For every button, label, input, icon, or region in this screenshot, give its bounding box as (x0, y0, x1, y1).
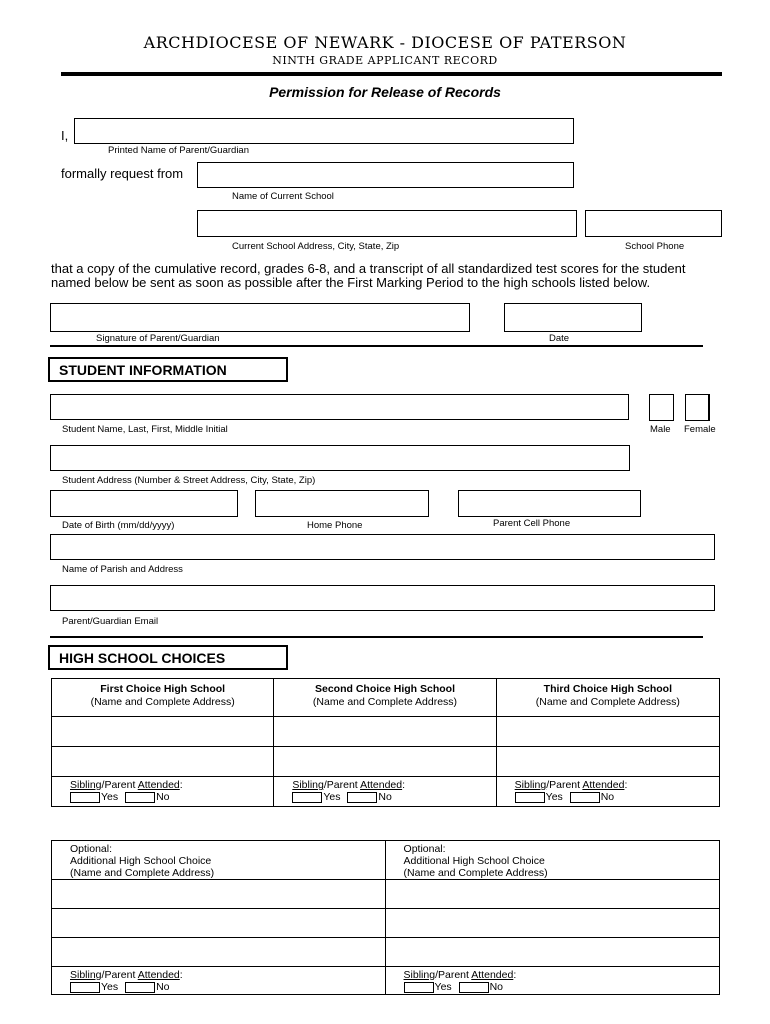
school-phone-field[interactable] (585, 210, 722, 237)
optional-2-yes-box[interactable] (404, 982, 434, 993)
email-label: Parent/Guardian Email (62, 616, 159, 627)
date-label: Date (549, 333, 570, 344)
female-checkbox[interactable] (685, 394, 710, 421)
optional-choice-header-2: Optional: Additional High School Choice (Name and Complete Address) (385, 841, 719, 880)
student-name-label: Student Name, Last, First, Middle Initial (62, 424, 228, 435)
optional-choice-2-line-2[interactable] (385, 909, 719, 938)
signature-label: Signature of Parent/Guardian (96, 333, 220, 344)
student-section-title: STUDENT INFORMATION (48, 357, 288, 382)
dob-label: Date of Birth (mm/dd/yyyy) (62, 520, 175, 531)
first-choice-line-1[interactable] (52, 717, 274, 747)
school-address-field[interactable] (197, 210, 577, 237)
home-phone-label: Home Phone (307, 520, 363, 531)
male-label: Male (650, 424, 671, 435)
signature-field[interactable] (50, 303, 470, 332)
third-choice-header: Third Choice High School (Name and Complete Address) (496, 679, 719, 717)
optional-choice-1-line-3[interactable] (52, 938, 386, 967)
org-title: ARCHDIOCESE OF NEWARK - DIOCESE OF PATERSON (143, 33, 627, 52)
choices-table (51, 678, 720, 807)
optional-2-no-box[interactable] (459, 982, 489, 993)
first-yes-box[interactable] (70, 792, 100, 803)
dob-field[interactable] (50, 490, 238, 517)
first-choice-line-2[interactable] (52, 747, 274, 777)
third-yes-box[interactable] (515, 792, 545, 803)
optional-choice-2-line-3[interactable] (385, 938, 719, 967)
home-phone-field[interactable] (255, 490, 429, 517)
optional-1-yes-box[interactable] (70, 982, 100, 993)
date-field[interactable] (504, 303, 642, 332)
third-choice-sibling: Sibling/Parent Attended: Yes No (496, 777, 719, 807)
first-choice-header: First Choice High School (Name and Complete Address) (52, 679, 274, 717)
parent-cell-field[interactable] (458, 490, 641, 517)
optional-choice-1-line-2[interactable] (52, 909, 386, 938)
current-school-field[interactable] (197, 162, 574, 188)
form-title: Permission for Release of Records (269, 84, 501, 100)
i-label: I, (61, 128, 69, 143)
optional-choice-header-1: Optional: Additional High School Choice (Name and Complete Address) (52, 841, 386, 880)
release-statement: that a copy of the cumulative record, grades 6-8, and a transcript of all standardized test scores for the student named below be sent as soon as possible after the First Marking Period to the high schools listed below. (51, 261, 686, 290)
optional-1-sibling: Sibling/Parent Attended: Yes No (52, 967, 386, 995)
parent-name-label: Printed Name of Parent/Guardian (108, 145, 249, 156)
school-phone-label: School Phone (625, 241, 685, 252)
first-choice-sibling: Sibling/Parent Attended: Yes No (52, 777, 274, 807)
second-no-box[interactable] (347, 792, 377, 803)
student-address-label: Student Address (Number & Street Address, City, State, Zip) (62, 475, 316, 486)
section-rule-2 (50, 636, 703, 638)
parent-cell-label: Parent Cell Phone (493, 518, 571, 529)
optional-1-no-box[interactable] (125, 982, 155, 993)
second-choice-sibling: Sibling/Parent Attended: Yes No (274, 777, 496, 807)
parish-field[interactable] (50, 534, 715, 560)
male-checkbox[interactable] (649, 394, 674, 421)
second-choice-line-2[interactable] (274, 747, 496, 777)
choices-section-title: HIGH SCHOOL CHOICES (48, 645, 288, 670)
second-choice-line-1[interactable] (274, 717, 496, 747)
parent-name-field[interactable] (74, 118, 574, 144)
third-no-box[interactable] (570, 792, 600, 803)
optional-choices-table (51, 840, 720, 995)
female-label: Female (684, 424, 716, 435)
optional-choice-2-line-1[interactable] (385, 880, 719, 909)
email-field[interactable] (50, 585, 715, 611)
student-name-field[interactable] (50, 394, 629, 420)
second-choice-header: Second Choice High School (Name and Complete Address) (274, 679, 496, 717)
second-yes-box[interactable] (292, 792, 322, 803)
current-school-label: Name of Current School (232, 191, 334, 202)
third-choice-line-1[interactable] (496, 717, 719, 747)
first-no-box[interactable] (125, 792, 155, 803)
optional-choice-1-line-1[interactable] (52, 880, 386, 909)
third-choice-line-2[interactable] (496, 747, 719, 777)
optional-2-sibling: Sibling/Parent Attended: Yes No (385, 967, 719, 995)
header-rule (61, 72, 722, 76)
section-rule-1 (50, 345, 703, 347)
school-address-label: Current School Address, City, State, Zip (232, 241, 400, 252)
record-title: NINTH GRADE APPLICANT RECORD (272, 54, 498, 67)
student-address-field[interactable] (50, 445, 630, 471)
request-label: formally request from (61, 166, 184, 181)
parish-label: Name of Parish and Address (62, 564, 183, 575)
